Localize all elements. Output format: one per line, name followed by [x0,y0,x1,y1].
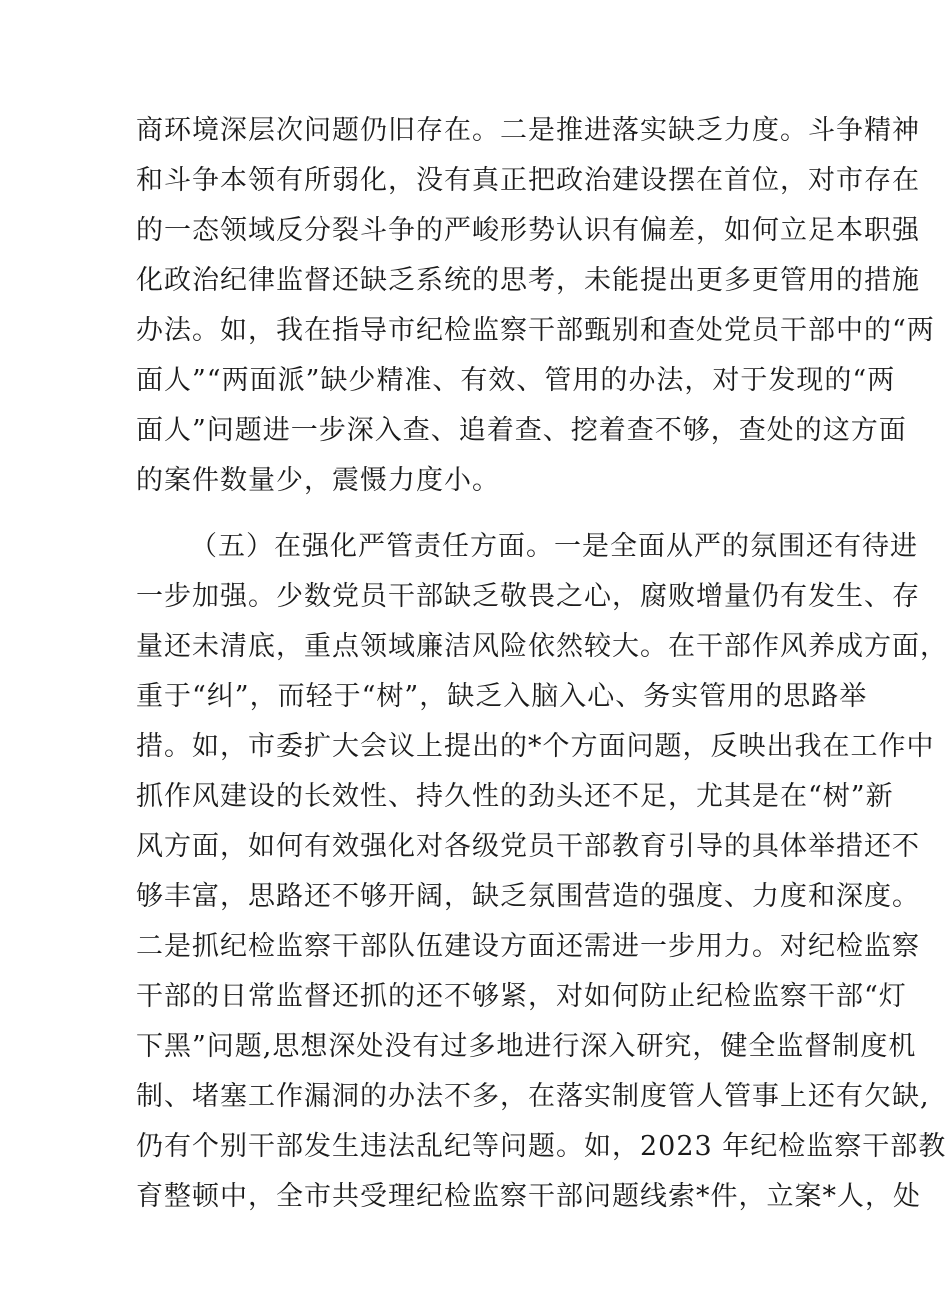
document-body [136,106,948,1222]
text-line: 量还未清底，重点领域廉洁风险依然较大。在干部作风养成方面， [136,631,948,662]
text-line: 化政治纪律监督还缺乏系统的思考，未能提出更多更管用的措施 [136,265,920,296]
text-line: 和斗争本领有所弱化，没有真正把政治建设摆在首位，对市存在 [136,165,920,196]
text-line: 重于“纠”，而轻于“树”，缺乏入脑入心、务实管用的思路举 [136,681,868,712]
text-line: 措。如，市委扩大会议上提出的*个方面问题，反映出我在工作中 [136,731,935,762]
text-line: 制、堵塞工作漏洞的办法不多，在落实制度管人管事上还有欠缺, [136,1081,930,1112]
text-line: 二是抓纪检监察干部队伍建设方面还需进一步用力。对纪检监察 [136,931,920,962]
text-line: 育整顿中，全市共受理纪检监察干部问题线索*件，立案*人，处 [136,1181,921,1212]
text-line: 下黑”问题,思想深处没有过多地进行深入研究，健全监督制度机 [136,1031,917,1062]
text-line: 仍有个别干部发生违法乱纪等问题。如，2023 年纪检监察干部教 [136,1131,947,1162]
paragraph-1 [136,106,935,506]
text-line: 干部的日常监督还抓的还不够紧，对如何防止纪检监察干部“灯 [136,981,907,1012]
text-line: 办法。如，我在指导市纪检监察干部甄别和查处党员干部中的“两 [136,315,935,346]
text-line: 一步加强。少数党员干部缺乏敬畏之心，腐败增量仍有发生、存 [136,581,920,612]
text-line: 的案件数量少，震慑力度小。 [136,465,500,496]
section-heading-line: （五）在强化严管责任方面。一是全面从严的氛围还有待进 [190,531,918,562]
text-line: 风方面，如何有效强化对各级党员干部教育引导的具体举措还不 [136,831,920,862]
text-line: 抓作风建设的长效性、持久性的劲头还不足，尤其是在“树”新 [136,781,894,812]
text-line: 的一态领域反分裂斗争的严峻形势认识有偏差，如何立足本职强 [136,215,920,246]
text-line: 面人”“两面派”缺少精准、有效、管用的办法，对于发现的“两 [136,365,896,396]
text-line: 够丰富，思路还不够开阔，缺乏氛围营造的强度、力度和深度。 [136,881,920,912]
paragraph-2 [136,522,948,1222]
text-line: 面人”问题进一步深入查、追着查、挖着查不够，查处的这方面 [136,415,907,446]
text-line: 商环境深层次问题仍旧存在。二是推进落实缺乏力度。斗争精神 [136,115,920,146]
